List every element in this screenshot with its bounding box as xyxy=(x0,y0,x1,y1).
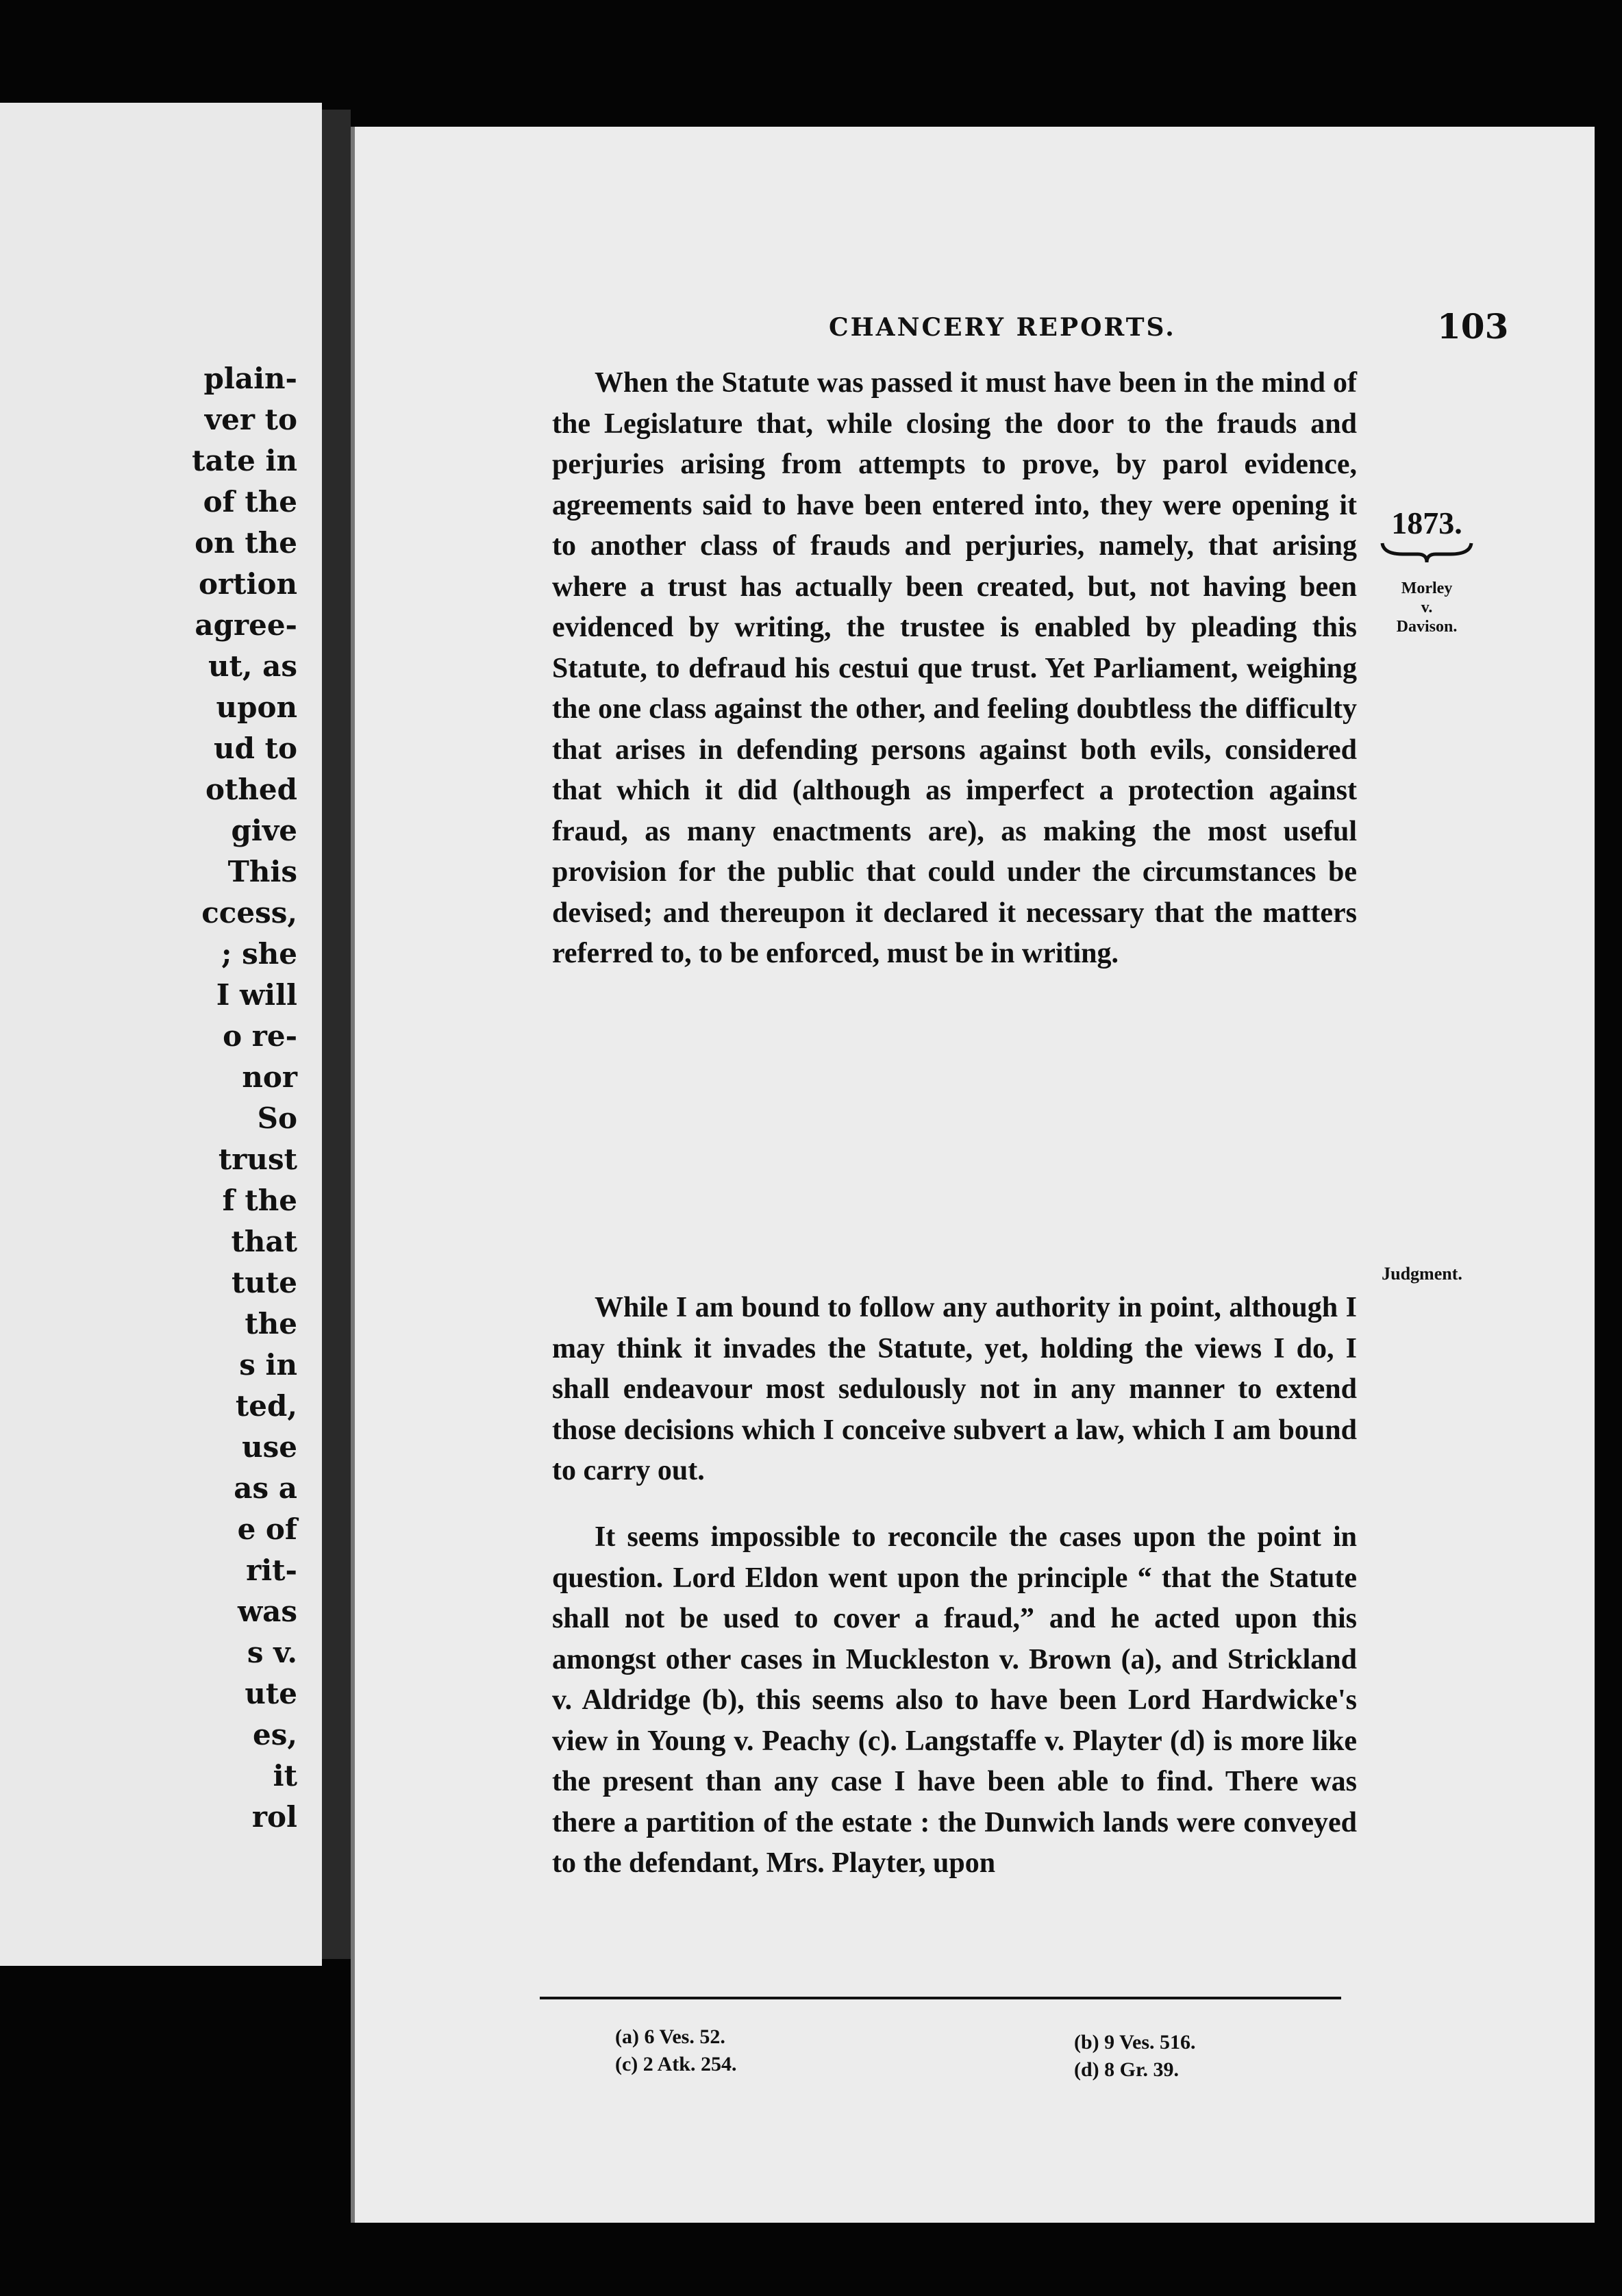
footnote-d: (d) 8 Gr. 39. xyxy=(1074,2058,1180,2081)
paragraph-1-text: When the Statute was passed it must have been in the mind of the Legislature that, while closing the door to the frauds and perjuries arising from attempts to prove, by parol evidence, agreements said to have been entered into, they were opening it to another class of frauds and perjuries, namely, that arising where a trust has actually been created, but, not having been evidenced by writing, the trustee is enabled by pleading this Statute, to defraud his cestui que trust. Yet Parliament, weighing the one class against the other, and feeling doubtless the difficulty that arises in defending persons against both evils, considered that which it did (although as imperfect a protection against fraud, as many enactments are), as making the most useful provision for the public that could under the circumstances be devised; and thereupon it declared it necessary that the matters referred to, to be enforced, must be in writing. xyxy=(552,367,1357,969)
facing-page-line: plain- xyxy=(203,362,297,395)
footnote-a: (a) 6 Ves. 52. xyxy=(615,2025,725,2048)
paragraph-3 xyxy=(552,1517,1357,1884)
page-number: 103 xyxy=(1437,306,1509,347)
facing-page-line: ccess, xyxy=(201,896,297,929)
facing-page-line: e of xyxy=(237,1512,297,1546)
facing-page-line: was xyxy=(237,1595,297,1628)
facing-page-line: othed xyxy=(205,773,297,806)
page xyxy=(351,127,1595,2223)
facing-page-line: nor xyxy=(242,1060,297,1094)
book-gutter xyxy=(322,110,351,1959)
facing-page-line: s v. xyxy=(247,1636,297,1669)
facing-page-line: es, xyxy=(253,1718,297,1751)
facing-page-line: tute xyxy=(231,1266,297,1299)
facing-page-line: ute xyxy=(245,1677,297,1710)
running-header: CHANCERY REPORTS. xyxy=(829,313,1176,342)
facing-page-line: of the xyxy=(203,485,297,519)
case-party-1: Morley xyxy=(1401,579,1453,597)
facing-page-line: ver to xyxy=(204,403,297,436)
facing-page-line: agree- xyxy=(195,608,297,642)
paragraph-1 xyxy=(552,363,1357,975)
facing-page-line: it xyxy=(273,1759,297,1793)
paragraph-2 xyxy=(552,1288,1357,1492)
facing-page-line: So xyxy=(257,1101,297,1135)
facing-page-line: that xyxy=(231,1225,297,1258)
facing-page-line: ortion xyxy=(198,567,297,601)
facing-page-line: on the xyxy=(195,526,297,560)
facing-page-line: ted, xyxy=(235,1389,297,1423)
brace-mark xyxy=(1375,538,1478,569)
facing-page-line: the xyxy=(245,1307,297,1340)
facing-page-line: as a xyxy=(234,1471,297,1505)
facing-page-line: give xyxy=(231,814,297,847)
footnote-rule xyxy=(540,1997,1341,1999)
facing-page xyxy=(0,103,322,1966)
footnote-b: (b) 9 Ves. 516. xyxy=(1074,2031,1196,2054)
facing-page-line: I will xyxy=(216,978,297,1012)
facing-page-line: tate in xyxy=(192,444,297,477)
facing-page-line: rol xyxy=(251,1800,297,1834)
case-party-2: Davison. xyxy=(1396,618,1458,636)
facing-page-line: f the xyxy=(222,1184,297,1217)
margin-year: 1873. xyxy=(1391,506,1462,540)
paragraph-2-text: While I am bound to follow any authority in point, although I may think it invades the Statute, yet, holding the views I do, I shall endeavour most sedulously not in any manner to extend those decisions which I conceive subvert a law, which I am bound to carry out. xyxy=(552,1292,1357,1486)
facing-page-line: s in xyxy=(239,1348,297,1382)
facing-page-line: ut, as xyxy=(208,649,297,683)
facing-page-line: ud to xyxy=(214,732,297,765)
facing-page-line: rit- xyxy=(246,1553,297,1587)
facing-page-line: This xyxy=(227,855,297,888)
facing-page-line: ; she xyxy=(221,937,297,971)
paragraph-3-text: It seems impossible to reconcile the cases upon the point in question. Lord Eldon went upon the principle “ that the Statute shall not be used to cover a fraud,” and he acted upon this amongst other cases in Muckleston v. Brown (a), and Strickland v. Aldridge (b), this seems also to have been Lord Hardwicke's view in Young v. Peachy (c). Langstaffe v. Playter (d) is more like the present than any case I have been able to find. There was there a partition of the estate : the Dunwich lands were conveyed to the defendant, Mrs. Playter, upon xyxy=(552,1521,1357,1879)
facing-page-line: trust xyxy=(218,1143,297,1176)
footnote-c: (c) 2 Atk. 254. xyxy=(615,2053,737,2075)
facing-page-line: use xyxy=(242,1430,297,1464)
margin-case-name xyxy=(1375,579,1478,636)
case-versus: v. xyxy=(1421,599,1433,616)
facing-page-line: o re- xyxy=(223,1019,297,1053)
margin-judgment: Judgment. xyxy=(1382,1264,1462,1284)
facing-page-line: upon xyxy=(216,690,297,724)
